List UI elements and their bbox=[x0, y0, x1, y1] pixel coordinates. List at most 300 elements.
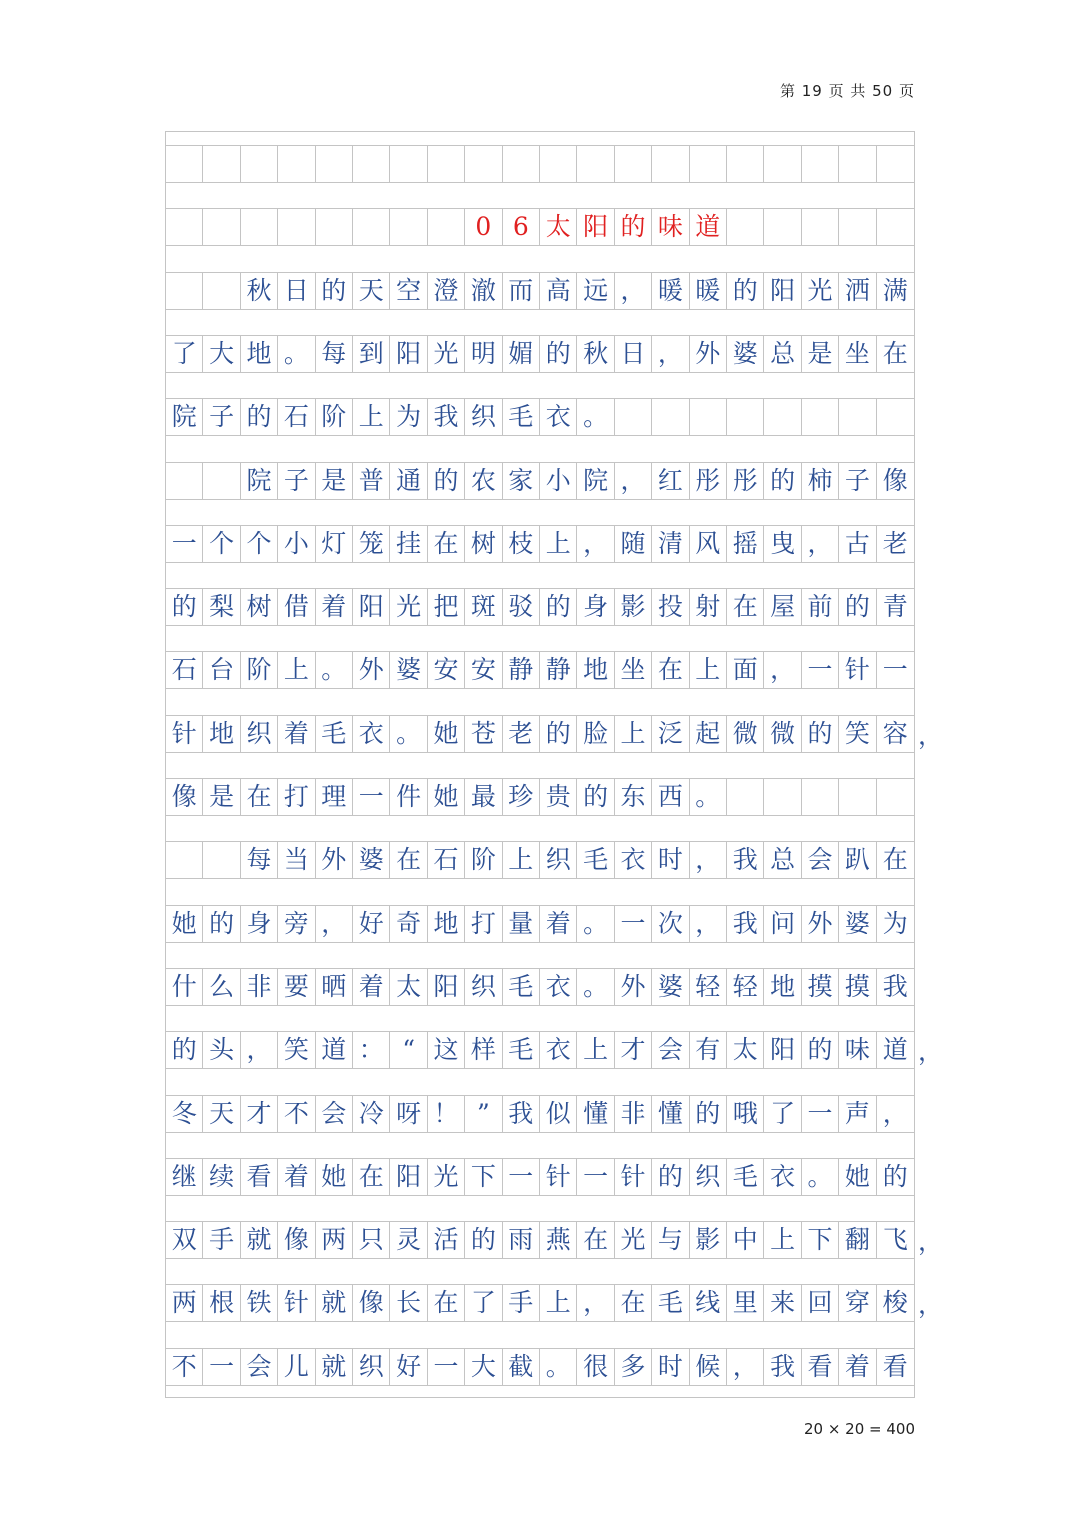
grid-cell: 上 bbox=[540, 1285, 577, 1321]
grid-cell: 像 bbox=[278, 1222, 315, 1258]
grid-cell: 摸 bbox=[839, 969, 876, 1005]
grid-cell: ， bbox=[316, 906, 353, 942]
grid-cell: 枝 bbox=[503, 526, 540, 562]
grid-cell: 在 bbox=[727, 589, 764, 625]
grid-cell: 。 bbox=[802, 1159, 839, 1195]
grid-cell bbox=[764, 146, 801, 182]
grid-cell: 上 bbox=[690, 652, 727, 688]
grid-cell: 大 bbox=[465, 1349, 502, 1385]
grid-cell bbox=[727, 399, 764, 435]
grid-cell: 翻 bbox=[839, 1222, 876, 1258]
grid-cell: 秋 bbox=[577, 336, 614, 372]
grid-cell: 衣 bbox=[615, 842, 652, 878]
grid-cell: ， bbox=[615, 273, 652, 309]
grid-row bbox=[166, 145, 914, 183]
grid-cell: ， bbox=[690, 842, 727, 878]
grid-cell bbox=[652, 146, 689, 182]
grid-cell: 我 bbox=[764, 1349, 801, 1385]
grid-cell: 毛 bbox=[727, 1159, 764, 1195]
grid-cell bbox=[652, 399, 689, 435]
grid-cell: 声 bbox=[839, 1096, 876, 1132]
grid-cell: 道 bbox=[690, 209, 727, 245]
grid-cell: 太 bbox=[727, 1032, 764, 1068]
grid-row bbox=[166, 1221, 944, 1259]
grid-cell: 她 bbox=[316, 1159, 353, 1195]
grid-cell: 当 bbox=[278, 842, 315, 878]
grid-cell: 树 bbox=[465, 526, 502, 562]
grid-cell: 院 bbox=[241, 463, 278, 499]
grid-cell: ， bbox=[802, 526, 839, 562]
grid-cell: 在 bbox=[390, 842, 427, 878]
grid-row bbox=[166, 1031, 944, 1069]
grid-cell: 燕 bbox=[540, 1222, 577, 1258]
grid-cell: 呀 bbox=[390, 1096, 427, 1132]
grid-cell: 毛 bbox=[503, 1032, 540, 1068]
grid-cell: 。 bbox=[390, 716, 427, 752]
grid-cell: 的 bbox=[839, 589, 876, 625]
grid-cell: 地 bbox=[203, 716, 240, 752]
grid-cell: 我 bbox=[882, 971, 908, 1001]
grid-cell: 像 bbox=[882, 465, 908, 495]
grid-cell: 阳 bbox=[390, 1159, 427, 1195]
grid-cell: 轻 bbox=[690, 969, 727, 1005]
grid-cell: ， bbox=[652, 336, 689, 372]
grid-cell: 影 bbox=[615, 589, 652, 625]
grid-cell: 子 bbox=[278, 463, 315, 499]
grid-cell: 冬 bbox=[166, 1096, 203, 1132]
grid-cell: 衣 bbox=[540, 399, 577, 435]
grid-cell: 小 bbox=[540, 463, 577, 499]
grid-cell: 安 bbox=[465, 652, 502, 688]
grid-cell: 继 bbox=[166, 1159, 203, 1195]
grid-cell: 脸 bbox=[577, 716, 614, 752]
grid-cell: 趴 bbox=[839, 842, 876, 878]
grid-cell: 毛 bbox=[316, 716, 353, 752]
grid-cell: 婆 bbox=[353, 842, 390, 878]
grid-cell bbox=[877, 209, 914, 245]
grid-cell: 量 bbox=[503, 906, 540, 942]
grid-cell: 织 bbox=[540, 842, 577, 878]
grid-cell: 她 bbox=[166, 906, 203, 942]
grid-cell: 织 bbox=[690, 1159, 727, 1195]
grid-cell: 会 bbox=[316, 1096, 353, 1132]
grid-cell: 非 bbox=[615, 1096, 652, 1132]
grid-cell: 道 bbox=[316, 1032, 353, 1068]
grid-cell: 坐 bbox=[839, 336, 876, 372]
grid-cell: 外 bbox=[802, 906, 839, 942]
grid-cell: 而 bbox=[503, 273, 540, 309]
grid-cell: 她 bbox=[839, 1159, 876, 1195]
grid-cell: 她 bbox=[428, 779, 465, 815]
grid-cell: 上 bbox=[540, 526, 577, 562]
grid-cell: 冷 bbox=[353, 1096, 390, 1132]
grid-cell: 总 bbox=[764, 336, 801, 372]
grid-cell: 候 bbox=[690, 1349, 727, 1385]
grid-cell: 一 bbox=[428, 1349, 465, 1385]
grid-cell: 多 bbox=[615, 1349, 652, 1385]
grid-cell: 阳 bbox=[577, 209, 614, 245]
grid-cell: 梭 bbox=[882, 1288, 908, 1318]
grid-cell bbox=[877, 146, 914, 182]
grid-cell: 在 bbox=[882, 338, 908, 368]
grid-cell: 一 bbox=[577, 1159, 614, 1195]
grid-cell: 不 bbox=[278, 1096, 315, 1132]
grid-cell: 西 bbox=[652, 779, 689, 815]
grid-cell: 老 bbox=[503, 716, 540, 752]
grid-cell: 飞 bbox=[882, 1225, 908, 1255]
grid-cell: 明 bbox=[465, 336, 502, 372]
grid-cell: 上 bbox=[503, 842, 540, 878]
grid-cell: 身 bbox=[241, 906, 278, 942]
grid-cell: 在 bbox=[428, 1285, 465, 1321]
grid-cell: 暖 bbox=[690, 273, 727, 309]
grid-cell: 一 bbox=[503, 1159, 540, 1195]
grid-cell: 味 bbox=[652, 209, 689, 245]
grid-cell: 非 bbox=[241, 969, 278, 1005]
grid-cell: 的 bbox=[882, 1161, 908, 1191]
grid-cell: ： bbox=[353, 1032, 390, 1068]
grid-cell: 容 bbox=[882, 718, 908, 748]
grid-cell: 笼 bbox=[353, 526, 390, 562]
grid-cell bbox=[764, 399, 801, 435]
grid-cell: 会 bbox=[652, 1032, 689, 1068]
grid-cell: 懂 bbox=[652, 1096, 689, 1132]
grid-cell: 泛 bbox=[652, 716, 689, 752]
grid-cell: 针 bbox=[278, 1285, 315, 1321]
grid-cell: 清 bbox=[652, 526, 689, 562]
grid-cell: 。 bbox=[278, 336, 315, 372]
grid-count-label: 20 × 20 = 400 bbox=[803, 1420, 915, 1438]
grid-cell: 的 bbox=[540, 336, 577, 372]
grid-cell: 柿 bbox=[802, 463, 839, 499]
grid-cell bbox=[727, 146, 764, 182]
grid-cell: 一 bbox=[166, 526, 203, 562]
grid-cell: 一 bbox=[353, 779, 390, 815]
grid-cell: 。 bbox=[540, 1349, 577, 1385]
grid-cell: “ bbox=[390, 1032, 427, 1068]
grid-cell: 老 bbox=[882, 528, 908, 558]
grid-cell bbox=[316, 146, 353, 182]
grid-cell: 只 bbox=[353, 1222, 390, 1258]
grid-cell: 毛 bbox=[577, 842, 614, 878]
grid-cell: 着 bbox=[839, 1349, 876, 1385]
grid-cell: 的 bbox=[802, 1032, 839, 1068]
grid-row bbox=[166, 272, 914, 310]
grid-cell: 我 bbox=[727, 842, 764, 878]
grid-cell: 斑 bbox=[465, 589, 502, 625]
grid-cell: 织 bbox=[353, 1349, 390, 1385]
grid-cell: 着 bbox=[353, 969, 390, 1005]
grid-cell: 不 bbox=[166, 1349, 203, 1385]
grid-cell: 地 bbox=[764, 969, 801, 1005]
grid-row bbox=[166, 651, 914, 689]
grid-cell: 为 bbox=[882, 908, 908, 938]
grid-cell: 个 bbox=[241, 526, 278, 562]
grid-cell bbox=[166, 463, 203, 499]
grid-cell: 才 bbox=[615, 1032, 652, 1068]
grid-cell: 看 bbox=[241, 1159, 278, 1195]
grid-cell: 静 bbox=[503, 652, 540, 688]
grid-cell: 阶 bbox=[316, 399, 353, 435]
grid-cell: 理 bbox=[316, 779, 353, 815]
grid-cell: 晒 bbox=[316, 969, 353, 1005]
grid-cell: 中 bbox=[727, 1222, 764, 1258]
grid-cell: 古 bbox=[839, 526, 876, 562]
grid-cell bbox=[465, 146, 502, 182]
grid-cell: 的 bbox=[540, 589, 577, 625]
grid-cell: 外 bbox=[353, 652, 390, 688]
grid-cell: 下 bbox=[465, 1159, 502, 1195]
grid-cell: 日 bbox=[615, 336, 652, 372]
grid-cell: 石 bbox=[278, 399, 315, 435]
grid-cell: 把 bbox=[428, 589, 465, 625]
grid-cell: 两 bbox=[316, 1222, 353, 1258]
grid-cell: 。 bbox=[577, 969, 614, 1005]
grid-cell: 好 bbox=[390, 1349, 427, 1385]
grid-cell: 头 bbox=[203, 1032, 240, 1068]
grid-cell: 在 bbox=[241, 779, 278, 815]
grid-cell: 是 bbox=[316, 463, 353, 499]
grid-cell bbox=[428, 209, 465, 245]
grid-cell: 才 bbox=[241, 1096, 278, 1132]
grid-cell: 太 bbox=[390, 969, 427, 1005]
grid-cell: ， bbox=[690, 906, 727, 942]
grid-cell: 衣 bbox=[764, 1159, 801, 1195]
grid-cell: 日 bbox=[278, 273, 315, 309]
grid-cell: 两 bbox=[166, 1285, 203, 1321]
grid-cell bbox=[877, 779, 914, 815]
grid-cell: 阳 bbox=[353, 589, 390, 625]
grid-cell: 每 bbox=[316, 336, 353, 372]
grid-cell bbox=[727, 209, 764, 245]
grid-cell: 一 bbox=[802, 1096, 839, 1132]
grid-cell: 懂 bbox=[577, 1096, 614, 1132]
grid-cell: 手 bbox=[503, 1285, 540, 1321]
margin-punctuation: ， bbox=[918, 1037, 944, 1067]
grid-cell: 阶 bbox=[241, 652, 278, 688]
grid-cell: 暖 bbox=[652, 273, 689, 309]
writing-grid-sheet bbox=[165, 131, 944, 1398]
grid-cell: 外 bbox=[690, 336, 727, 372]
grid-cell: 。 bbox=[316, 652, 353, 688]
grid-cell: 远 bbox=[577, 273, 614, 309]
grid-cell: 苍 bbox=[465, 716, 502, 752]
grid-cell: 着 bbox=[316, 589, 353, 625]
grid-cell bbox=[615, 399, 652, 435]
grid-cell: 。 bbox=[690, 779, 727, 815]
grid-cell: 件 bbox=[390, 779, 427, 815]
grid-cell: 风 bbox=[690, 526, 727, 562]
grid-cell bbox=[428, 146, 465, 182]
grid-cell: 铁 bbox=[241, 1285, 278, 1321]
grid-cell bbox=[503, 146, 540, 182]
grid-cell bbox=[690, 146, 727, 182]
grid-cell: 打 bbox=[465, 906, 502, 942]
grid-cell: 一 bbox=[882, 655, 908, 685]
grid-cell: 子 bbox=[839, 463, 876, 499]
grid-cell bbox=[241, 146, 278, 182]
grid-cell: 与 bbox=[652, 1222, 689, 1258]
grid-cell: 阳 bbox=[764, 273, 801, 309]
grid-cell: 光 bbox=[428, 336, 465, 372]
grid-cell: 着 bbox=[278, 1159, 315, 1195]
grid-cell: 下 bbox=[802, 1222, 839, 1258]
grid-cell: 长 bbox=[390, 1285, 427, 1321]
grid-row bbox=[166, 1158, 914, 1196]
grid-cell: 的 bbox=[316, 273, 353, 309]
grid-row bbox=[166, 462, 914, 500]
grid-cell: 像 bbox=[166, 779, 203, 815]
grid-cell: 光 bbox=[390, 589, 427, 625]
grid-row bbox=[166, 841, 914, 879]
grid-cell: 衣 bbox=[540, 1032, 577, 1068]
grid-cell: 婆 bbox=[839, 906, 876, 942]
grid-cell: 旁 bbox=[278, 906, 315, 942]
grid-cell: 为 bbox=[390, 399, 427, 435]
grid-cell: 时 bbox=[652, 1349, 689, 1385]
grid-cell: 针 bbox=[839, 652, 876, 688]
grid-cell: 的 bbox=[203, 906, 240, 942]
grid-cell: 驳 bbox=[503, 589, 540, 625]
grid-cell: 外 bbox=[316, 842, 353, 878]
grid-cell: 个 bbox=[203, 526, 240, 562]
grid-cell bbox=[390, 146, 427, 182]
grid-cell: 洒 bbox=[839, 273, 876, 309]
grid-cell: 儿 bbox=[278, 1349, 315, 1385]
grid-cell: 织 bbox=[241, 716, 278, 752]
grid-cell: 穿 bbox=[839, 1285, 876, 1321]
grid-cell: 里 bbox=[727, 1285, 764, 1321]
grid-cell: 了 bbox=[465, 1285, 502, 1321]
grid-cell: 。 bbox=[577, 399, 614, 435]
grid-cell: 一 bbox=[802, 652, 839, 688]
grid-cell: 投 bbox=[652, 589, 689, 625]
grid-cell: 贵 bbox=[540, 779, 577, 815]
grid-cell: 么 bbox=[203, 969, 240, 1005]
grid-cell: 在 bbox=[353, 1159, 390, 1195]
grid-cell: 了 bbox=[166, 336, 203, 372]
grid-cell: 活 bbox=[428, 1222, 465, 1258]
grid-cell: 东 bbox=[615, 779, 652, 815]
grid-cell: 毛 bbox=[652, 1285, 689, 1321]
grid-cell: ” bbox=[465, 1096, 502, 1132]
grid-cell: 到 bbox=[353, 336, 390, 372]
grid-cell: 问 bbox=[764, 906, 801, 942]
grid-cell: 似 bbox=[540, 1096, 577, 1132]
grid-cell: 味 bbox=[839, 1032, 876, 1068]
grid-cell: 静 bbox=[540, 652, 577, 688]
grid-cell: 挂 bbox=[390, 526, 427, 562]
grid-cell: 什 bbox=[166, 969, 203, 1005]
grid-cell: ， bbox=[615, 463, 652, 499]
grid-cell bbox=[727, 779, 764, 815]
grid-cell: 的 bbox=[764, 463, 801, 499]
grid-cell: 的 bbox=[802, 716, 839, 752]
grid-cell: 每 bbox=[241, 842, 278, 878]
grid-cell bbox=[690, 399, 727, 435]
grid-cell: 摸 bbox=[802, 969, 839, 1005]
grid-cell: ， bbox=[241, 1032, 278, 1068]
grid-cell: 的 bbox=[615, 209, 652, 245]
grid-cell: 的 bbox=[540, 716, 577, 752]
grid-row bbox=[166, 588, 914, 626]
grid-cell bbox=[802, 399, 839, 435]
grid-cell: 阶 bbox=[465, 842, 502, 878]
grid-cell bbox=[764, 209, 801, 245]
grid-cell: 安 bbox=[428, 652, 465, 688]
grid-row bbox=[166, 398, 914, 436]
grid-cell bbox=[839, 399, 876, 435]
grid-cell bbox=[203, 273, 240, 309]
grid-row bbox=[166, 1284, 944, 1322]
grid-cell: 小 bbox=[278, 526, 315, 562]
title-row bbox=[166, 208, 914, 246]
grid-cell: 身 bbox=[577, 589, 614, 625]
grid-cell: 很 bbox=[577, 1349, 614, 1385]
grid-cell: 我 bbox=[727, 906, 764, 942]
grid-cell: 摇 bbox=[727, 526, 764, 562]
grid-cell: 家 bbox=[503, 463, 540, 499]
grid-cell bbox=[540, 146, 577, 182]
grid-cell bbox=[764, 779, 801, 815]
grid-cell: 针 bbox=[166, 716, 203, 752]
grid-cell: 大 bbox=[203, 336, 240, 372]
grid-cell: 针 bbox=[615, 1159, 652, 1195]
grid-cell: 奇 bbox=[390, 906, 427, 942]
grid-cell: 青 bbox=[882, 592, 908, 622]
grid-cell: 的 bbox=[166, 589, 203, 625]
grid-cell: 线 bbox=[690, 1285, 727, 1321]
grid-cell: 回 bbox=[802, 1285, 839, 1321]
grid-cell: 院 bbox=[577, 463, 614, 499]
grid-cell bbox=[166, 146, 203, 182]
grid-cell: 农 bbox=[465, 463, 502, 499]
grid-row bbox=[166, 905, 914, 943]
grid-cell: 续 bbox=[203, 1159, 240, 1195]
grid-cell: 总 bbox=[764, 842, 801, 878]
grid-cell: 就 bbox=[316, 1285, 353, 1321]
grid-cell: 的 bbox=[166, 1032, 203, 1068]
grid-cell bbox=[166, 273, 203, 309]
grid-cell: ！ bbox=[428, 1096, 465, 1132]
grid-cell: 随 bbox=[615, 526, 652, 562]
grid-cell bbox=[166, 209, 203, 245]
grid-cell: 射 bbox=[690, 589, 727, 625]
grid-cell: 起 bbox=[690, 716, 727, 752]
grid-cell: 地 bbox=[241, 336, 278, 372]
grid-cell: 我 bbox=[428, 399, 465, 435]
grid-cell bbox=[316, 209, 353, 245]
grid-cell: 太 bbox=[540, 209, 577, 245]
grid-cell: 。 bbox=[577, 906, 614, 942]
grid-cell: 织 bbox=[465, 399, 502, 435]
grid-cell bbox=[802, 146, 839, 182]
grid-cell: 雨 bbox=[503, 1222, 540, 1258]
grid-cell: 针 bbox=[540, 1159, 577, 1195]
grid-cell: 会 bbox=[802, 842, 839, 878]
grid-cell: ， bbox=[727, 1349, 764, 1385]
grid-cell: 来 bbox=[764, 1285, 801, 1321]
grid-cell: 的 bbox=[652, 1159, 689, 1195]
grid-cell: 上 bbox=[577, 1032, 614, 1068]
grid-cell: 借 bbox=[278, 589, 315, 625]
grid-cell: 婆 bbox=[727, 336, 764, 372]
page-number-label: 第 19 页 共 50 页 bbox=[779, 82, 915, 100]
grid-cell: 面 bbox=[727, 652, 764, 688]
grid-cell: 双 bbox=[166, 1222, 203, 1258]
grid-cell: 一 bbox=[615, 906, 652, 942]
grid-cell: 像 bbox=[353, 1285, 390, 1321]
